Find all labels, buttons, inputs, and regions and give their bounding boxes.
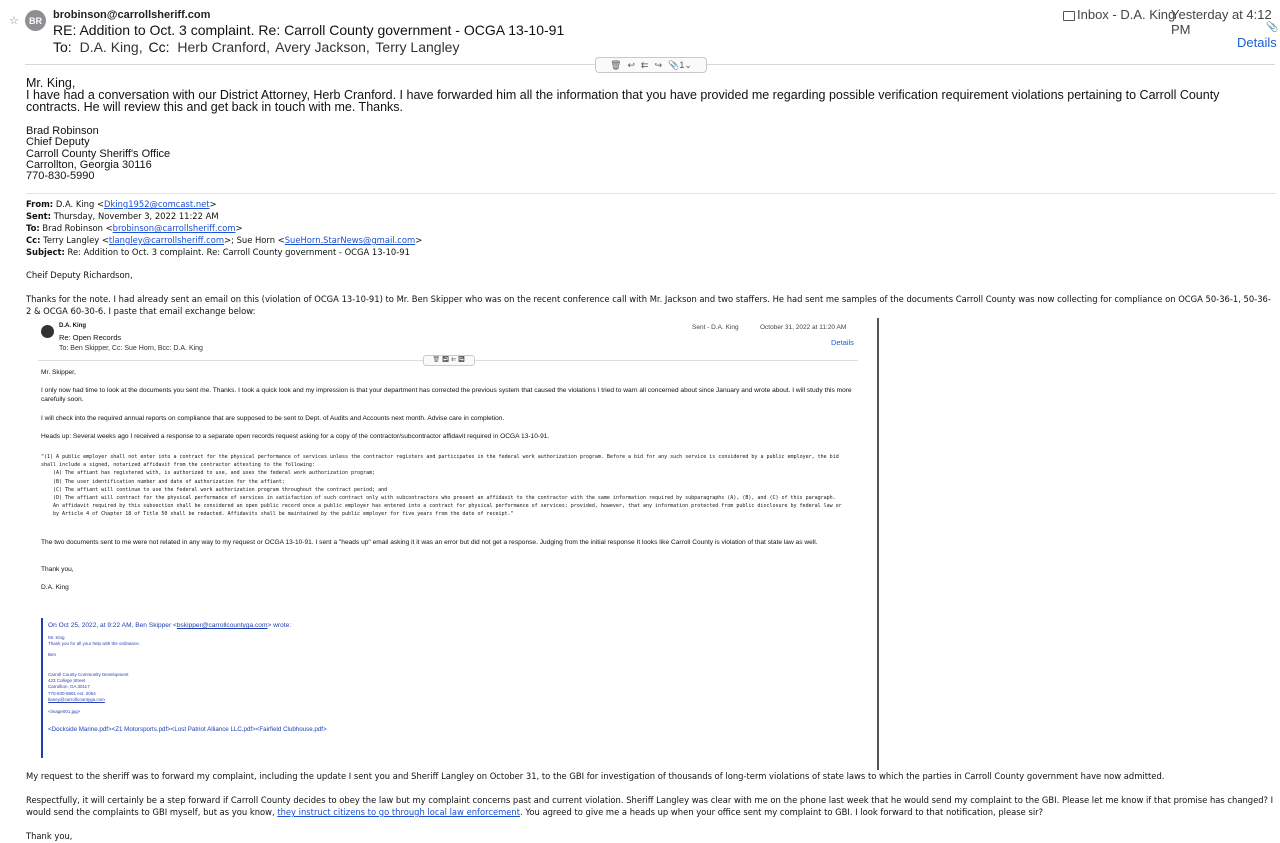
embedded-paragraph: The two documents sent to me were not related in any way to my request or OCGA 13-10-91. I sent a "heads up" email asking it it was an error but did not get a response. Judging from the initial response It looks like Carroll County is violation of that state law as well.	[41, 539, 818, 546]
embedded-toolbar: 🗑 ↩ ⇇ ↪	[423, 355, 475, 366]
embedded-paragraph: I will check into the required annual reports on compliance that are supposed to be sent to Dept. of Audits and Accounts next month. Advise care in completion.	[41, 415, 505, 422]
from-email-link[interactable]: Dking1952@comcast.net	[103, 199, 210, 209]
embedded-law-excerpt: "(1) A public employer shall not enter into a contract for the physical performance of services unless the contractor registers and participates in the federal work authorization program. Before a bid for any such service is considered by a public employer, the bid shall include a signed, notarized affidavit from the contractor attesting to the following: (A) The affiant has registered with, is authorized to use, and uses the federal work authorization program; (B) The user identification number and date of authorization for the affiant; (C) The affiant will continue to use the federal work authorization program throughout the contract period; and (D) The affiant will contract for the physical performance of services in satisfaction of such contract only with subcontractors who present an affidavit to the contractor with the same information required by subparagraphs (A), (B), and (C) of this paragraph. An affidavit required by this subsection shall be considered an open public record once a public employer has entered into a contract for physical performance of services; provided, however, that any information protected from public disclosure by federal law or by Article 4 of Chapter 18 of Title 50 shall be redacted. Affidavits shall be maintained by the public employer for five years from the date of receipt."	[41, 454, 842, 518]
embedded-mailbox: Sent - D.A. King	[692, 324, 739, 331]
mailbox-label[interactable]	[1063, 7, 1175, 22]
embedded-avatar	[41, 325, 54, 338]
message-date: Yesterday at 4:12 PM	[1171, 7, 1272, 37]
message-header	[0, 0, 1280, 62]
embedded-subject: Re: Open Records	[59, 333, 122, 342]
thanks-paragraph: Thanks for the note. I had already sent an email on this (violation of OCGA 13-10-91) to Mr. Ben Skipper who was on the recent conference call with Mr. Jackson and two staffers. He had sent me samples of the documents Carroll County was now collecting for compliance on OCGA 50-36-1, 50-36-2 & OCGA 60-30-6. I paste that email exchange below:	[26, 294, 1271, 316]
reply-all-icon[interactable]: ⇇	[641, 59, 649, 70]
embedded-paragraph: Heads up: Several weeks ago I received a response to a separate open records request asking for a copy of the contractor/subcontractor affidavit required in OCGA 13-10-91.	[41, 433, 550, 440]
quote-divider	[26, 193, 1276, 194]
embedded-date: October 31, 2022 at 11:20 AM	[760, 324, 847, 331]
star-icon[interactable]: ☆	[9, 15, 19, 27]
to-recipient[interactable]: D.A. King,	[79, 39, 143, 55]
sender-avatar: BR	[25, 10, 46, 31]
message-subject: RE: Addition to Oct. 3 complaint. Re: Carroll County government - OCGA 13-10-91	[53, 22, 565, 38]
mailbox-name: Inbox - D.A. King	[1077, 7, 1176, 22]
paperclip-icon: 📎	[1266, 22, 1279, 33]
cc-email-link[interactable]: tlangley@carrollsheriff.com	[108, 235, 225, 245]
cc-email-link[interactable]: SueHorn.StarNews@gmail.com	[284, 235, 416, 245]
recipients-line	[53, 39, 461, 55]
embedded-sender: D.A. King	[59, 323, 86, 329]
mailbox-icon	[1063, 11, 1075, 21]
closing: Thank you,	[26, 831, 73, 841]
cc-label: Cc:	[148, 39, 170, 55]
sender-email[interactable]: brobinson@carrollsheriff.com	[53, 9, 211, 21]
embedded-salutation: Mr. Skipper,	[41, 369, 76, 376]
message-toolbar	[595, 57, 707, 73]
trash-icon[interactable]: 🗑	[610, 59, 622, 70]
details-link[interactable]: Details	[1237, 35, 1277, 50]
cc-recipient[interactable]: Terry Langley	[375, 39, 460, 55]
signature-line: Brad Robinson	[26, 125, 99, 137]
reply-icon[interactable]: ↩	[627, 59, 636, 70]
signature-line: Carrollton, Georgia 30116	[26, 158, 152, 171]
respect-paragraph: Respectfully, it will certainly be a step forward if Carroll County decides to obey the law but my complaint concerns past and current violation. Sheriff Langley was clear with me on the phone last week that he would send my complaint to the GBI. Please let me know if that promise has changed? I would send the complaints to GBI myself, but as you know, they instruct citizens to go through local law enforcement. You agreed to give me a heads up when your office sent my complaint to GBI. I look forward to that notification, please sir?	[26, 795, 1274, 817]
body-paragraph: I have had a conversation with our District Attorney, Herb Cranford. I have forwarded him all the information that you have provided me regarding possible verification requirement violations pertaining to Carroll County contracts. He will review this and get back in touch with me. Thanks.	[26, 88, 1220, 114]
embedded-quoted-reply: On Oct 25, 2022, at 9:22 AM, Ben Skipper <bskipper@carrollcountyga.com> wrote: Mr. King Thank you for all your help with the ordinance. Ben Carroll County Community Development 423 College Street Carrollton, GA 30117 770-830-5861 ext. 2054 tlaney@carrollcountyga.com <image001.jpg> <Dockside Marine.pdf><Z1 Motorsports.pdf><Lost Patriot Alliance LLC.pdf><Fairfield Clubhouse.pdf>	[41, 618, 448, 758]
embedded-email-image	[38, 318, 879, 770]
signature-line: 770-830-5990	[26, 170, 95, 183]
greeting: Mr. King,	[26, 76, 76, 90]
to-email-link[interactable]: brobinson@carrollsheriff.com	[112, 223, 236, 233]
quote-attachments: <Dockside Marine.pdf><Z1 Motorsports.pdf><Lost Patriot Alliance LLC.pdf><Fairfield Clubhouse.pdf>	[48, 725, 327, 733]
request-paragraph: My request to the sheriff was to forward my complaint, including the update I sent you and Sheriff Langley on October 31, to the GBI for investigation of thousands of long-term violations of state laws to which the parties in Carroll County government have now admitted.	[26, 771, 1165, 781]
embedded-thanks: Thank you,	[41, 566, 74, 573]
forward-icon[interactable]: ↪	[654, 59, 663, 70]
embedded-recipients: To: Ben Skipper, Cc: Sue Horn, Bcc: D.A. King	[59, 345, 203, 352]
embedded-paragraph: I only now had time to look at the documents you sent me. Thanks. I took a quick look and my impression is that your department has corrected the previous system that caused the violations I tried to warn all concerned about since January and wrote about. I will study this more carefully soon.	[41, 387, 852, 403]
salutation: Cheif Deputy Richardson,	[26, 270, 133, 280]
to-label: To:	[53, 39, 72, 55]
quote-header: On Oct 25, 2022, at 9:22 AM, Ben Skipper <bskipper@carrollcountyga.com> wrote:	[48, 622, 292, 629]
cc-recipient[interactable]: Avery Jackson,	[275, 39, 370, 55]
signature-line: Chief Deputy	[26, 136, 90, 149]
signature-block	[26, 126, 170, 182]
signature-line: Carroll County Sheriff's Office	[26, 147, 171, 160]
message-body	[26, 77, 1266, 113]
attachment-count-button[interactable]: 📎1⌄	[668, 59, 692, 70]
embedded-signoff: D.A. King	[41, 584, 69, 591]
embedded-details: Details	[831, 338, 854, 347]
forwarded-header: From: D.A. King <Dking1952@comcast.net> Sent: Thursday, November 3, 2022 11:22 AM To: Brad Robinson <brobinson@carrollsheriff.com> Cc: Terry Langley <tlangley@carrollsheriff.com>; Sue Horn <SueHorn.StarNews@gmail.com> Subject: Re: Addition to Oct. 3 complaint. Re: Carroll County government - OCGA 13-10-91	[26, 199, 423, 257]
cc-recipient[interactable]: Herb Cranford,	[177, 39, 270, 55]
gbi-instructions-link[interactable]: they instruct citizens to go through local law enforcement	[277, 807, 521, 817]
